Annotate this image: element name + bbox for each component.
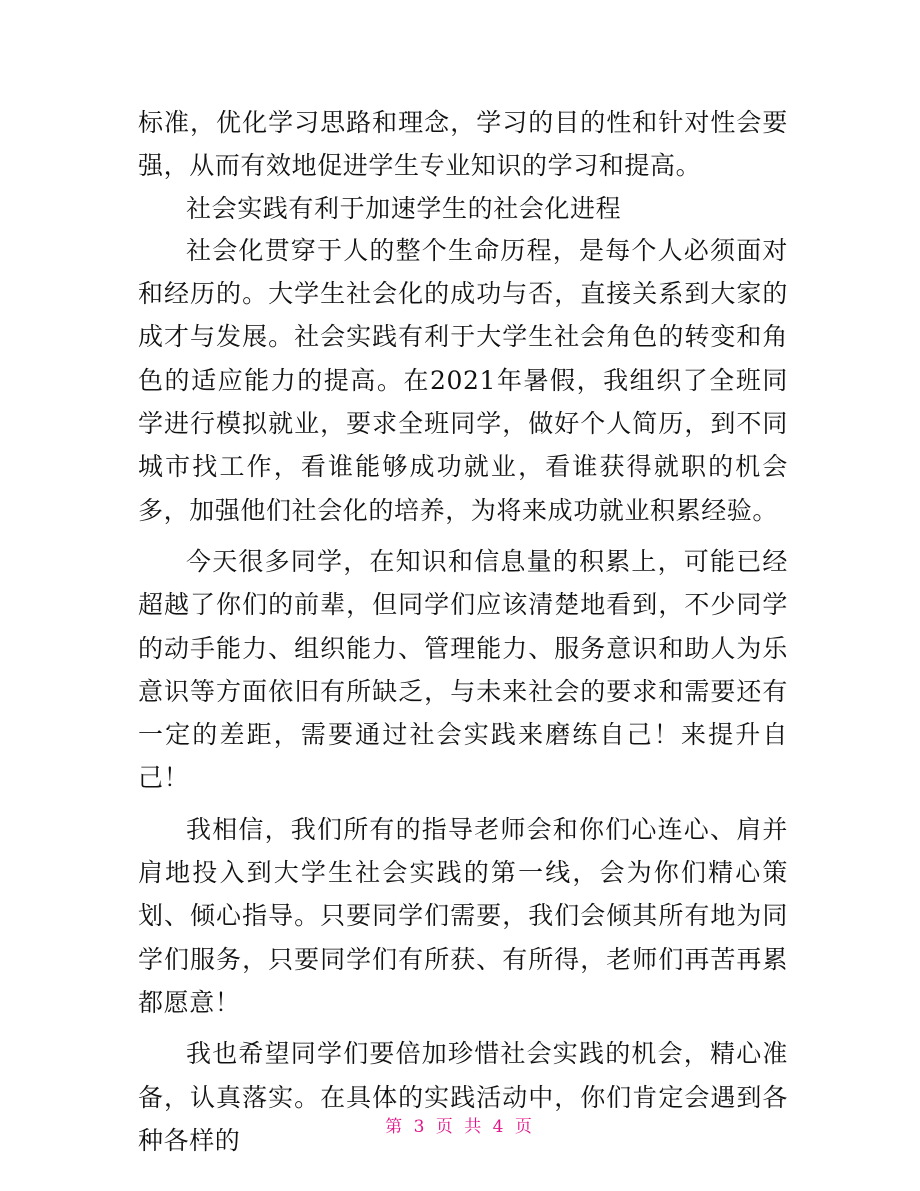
page-number-footer: 第 3 页 共 4 页	[385, 1117, 535, 1137]
paragraph-practical-abilities: 今天很多同学，在知识和信息量的积累上，可能已经超越了你们的前辈，但同学们应该清楚地看到，不少同学的动手能力、组织能力、管理能力、服务意识和助人为乐意识等方面依旧有所缺乏，与未来社会的要求和需要还有一定的差距，需要通过社会实践来磨练自己！来提升自己！	[138, 546, 788, 793]
paragraph-continuation: 标准，优化学习思路和理念，学习的目的性和针对性会要强，从而有效地促进学生专业知识的学习和提高。	[138, 108, 788, 181]
paragraph-socialization: 社会化贯穿于人的整个生命历程，是每个人必须面对和经历的。大学生社会化的成功与否，直接关系到大家的成才与发展。社会实践有利于大学生社会角色的转变和角色的适应能力的提高。在2021年暑假，我组织了全班同学进行模拟就业，要求全班同学，做好个人简历，到不同城市找工作，看谁能够成功就业，看谁获得就职的机会多，加强他们社会化的培养，为将来成功就业积累经验。	[138, 235, 788, 525]
paragraph-teacher-support: 我相信，我们所有的指导老师会和你们心连心、肩并肩地投入到大学生社会实践的第一线，会为你们精心策划、倾心指导。只要同学们需要，我们会倾其所有地为同学们服务，只要同学们有所获、有所得，老师们再苦再累都愿意！	[138, 814, 788, 1017]
section-heading: 社会实践有利于加速学生的社会化进程	[186, 193, 622, 223]
document-body	[138, 101, 788, 1162]
paragraph-hope: 我也希望同学们要倍加珍惜社会实践的机会，精心准备，认真落实。在具体的实践活动中，你们肯定会遇到各种各样的	[138, 1039, 788, 1155]
